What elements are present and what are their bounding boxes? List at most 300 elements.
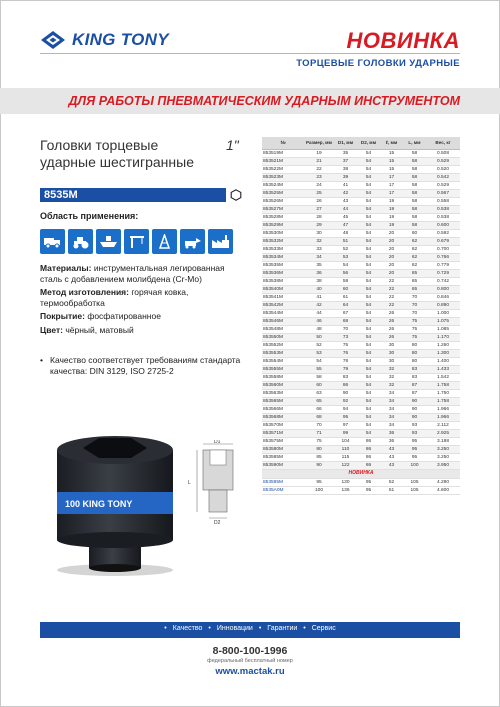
table-row bbox=[262, 365, 460, 373]
new-items-divider bbox=[262, 469, 460, 478]
table-cell: 3.250 bbox=[426, 453, 460, 461]
product-title-line-1: Головки торцевые bbox=[40, 137, 159, 153]
new-table-row bbox=[262, 478, 460, 486]
table-cell: 52 bbox=[334, 245, 357, 253]
color-spec bbox=[40, 325, 240, 336]
table-cell: 1.075 bbox=[426, 317, 460, 325]
table-cell: 1.300 bbox=[426, 349, 460, 357]
table-cell: 85 bbox=[304, 453, 334, 461]
table-cell: 55 bbox=[304, 365, 334, 373]
table-cell: 86 bbox=[357, 445, 380, 453]
table-cell: 20 bbox=[380, 269, 403, 277]
table-cell: 58 bbox=[403, 181, 426, 189]
table-cell: 54 bbox=[357, 261, 380, 269]
website-link[interactable]: www.mactak.ru bbox=[215, 666, 285, 677]
table-row bbox=[262, 205, 460, 213]
table-cell: 87 bbox=[403, 389, 426, 397]
table-cell: 54 bbox=[357, 277, 380, 285]
table-cell: 62 bbox=[403, 237, 426, 245]
crane-icon bbox=[124, 229, 149, 254]
table-cell: 20 bbox=[380, 229, 403, 237]
color-text: чёрный, матовый bbox=[65, 324, 134, 335]
table-cell: 0.538 bbox=[426, 205, 460, 213]
table-row bbox=[262, 461, 460, 469]
table-cell: 0.800 bbox=[426, 285, 460, 293]
item-code-cell: 853540M bbox=[262, 285, 304, 293]
table-cell: 54 bbox=[357, 381, 380, 389]
table-cell: 34 bbox=[380, 397, 403, 405]
table-cell: 36 bbox=[304, 269, 334, 277]
table-cell: 45 bbox=[334, 213, 357, 221]
table-cell: 110 bbox=[334, 445, 357, 453]
table-cell: 1.433 bbox=[426, 365, 460, 373]
table-cell: 19 bbox=[380, 197, 403, 205]
item-code-cell: 853532M bbox=[262, 237, 304, 245]
table-cell: 0.529 bbox=[426, 181, 460, 189]
item-code-cell: 853555M bbox=[262, 365, 304, 373]
item-code-cell: 853563M bbox=[262, 389, 304, 397]
item-code-cell: 853558M bbox=[262, 373, 304, 381]
table-cell: 54 bbox=[357, 245, 380, 253]
table-cell: 43 bbox=[380, 445, 403, 453]
item-code-cell: 853595M bbox=[262, 478, 304, 486]
table-cell: 22 bbox=[380, 301, 403, 309]
item-code-cell: 853522M bbox=[262, 165, 304, 173]
item-code-cell: 853585M bbox=[262, 453, 304, 461]
table-header-cell: Вес, кг bbox=[426, 137, 460, 149]
table-cell: 99 bbox=[334, 429, 357, 437]
item-code-cell: 853560M bbox=[262, 381, 304, 389]
item-code-cell: 853525M bbox=[262, 189, 304, 197]
table-cell: 80 bbox=[403, 341, 426, 349]
table-row bbox=[262, 277, 460, 285]
table-cell: 52 bbox=[304, 341, 334, 349]
tower-icon bbox=[152, 229, 177, 254]
table-cell: 86 bbox=[357, 461, 380, 469]
table-row bbox=[262, 253, 460, 261]
table-cell: 75 bbox=[403, 333, 426, 341]
table-cell: 54 bbox=[357, 213, 380, 221]
table-cell: 34 bbox=[304, 253, 334, 261]
table-cell: 48 bbox=[334, 229, 357, 237]
table-cell: 41 bbox=[334, 181, 357, 189]
item-code-cell: 853575M bbox=[262, 437, 304, 445]
table-row bbox=[262, 405, 460, 413]
table-cell: 3.188 bbox=[426, 437, 460, 445]
table-cell: 122 bbox=[334, 461, 357, 469]
table-cell: 58 bbox=[334, 277, 357, 285]
table-row bbox=[262, 213, 460, 221]
table-cell: 67 bbox=[334, 309, 357, 317]
table-cell: 90 bbox=[403, 397, 426, 405]
table-cell: 34 bbox=[380, 413, 403, 421]
table-cell: 54 bbox=[357, 149, 380, 157]
table-cell: 20 bbox=[380, 245, 403, 253]
table-cell: 94 bbox=[334, 405, 357, 413]
table-cell: 75 bbox=[403, 325, 426, 333]
table-row bbox=[262, 173, 460, 181]
table-cell: 51 bbox=[334, 237, 357, 245]
table-cell: 26 bbox=[304, 197, 334, 205]
table-row bbox=[262, 325, 460, 333]
item-code-cell: 853553M bbox=[262, 349, 304, 357]
drive-size: 1" bbox=[226, 137, 239, 153]
item-code-cell: 853529M bbox=[262, 221, 304, 229]
table-cell: 83 bbox=[334, 373, 357, 381]
table-cell: 86 bbox=[357, 453, 380, 461]
table-cell: 43 bbox=[380, 461, 403, 469]
table-cell: 60 bbox=[334, 285, 357, 293]
product-title-line-2: ударные шестигранные bbox=[40, 154, 194, 170]
spec-table bbox=[262, 137, 460, 495]
item-code-cell: 853530M bbox=[262, 229, 304, 237]
diagram-label-d2: D2 bbox=[214, 520, 221, 525]
table-cell: 65 bbox=[403, 269, 426, 277]
table-cell: 17 bbox=[380, 173, 403, 181]
table-cell: 0.520 bbox=[426, 165, 460, 173]
table-cell: 54 bbox=[357, 157, 380, 165]
table-cell: 1.758 bbox=[426, 397, 460, 405]
table-row bbox=[262, 437, 460, 445]
table-cell: 0.779 bbox=[426, 261, 460, 269]
table-cell: 58 bbox=[403, 205, 426, 213]
table-row bbox=[262, 237, 460, 245]
table-cell: 0.529 bbox=[426, 157, 460, 165]
table-cell: 80 bbox=[304, 445, 334, 453]
phone-number: 8-800-100-1996 bbox=[212, 645, 288, 657]
table-cell: 43 bbox=[334, 197, 357, 205]
table-row bbox=[262, 381, 460, 389]
table-cell: 58 bbox=[304, 373, 334, 381]
phone-note: федеральный бесплатный номер bbox=[207, 658, 293, 664]
table-cell: 20 bbox=[380, 237, 403, 245]
item-code-cell: 853523M bbox=[262, 173, 304, 181]
footer-bullet-icon: • bbox=[258, 625, 262, 632]
table-cell: 70 bbox=[403, 301, 426, 309]
table-row bbox=[262, 333, 460, 341]
table-cell: 32 bbox=[380, 381, 403, 389]
table-cell: 64 bbox=[334, 301, 357, 309]
table-cell: 58 bbox=[403, 157, 426, 165]
table-cell: 1.085 bbox=[426, 325, 460, 333]
table-cell: 71 bbox=[304, 429, 334, 437]
item-code-cell: 853580M bbox=[262, 445, 304, 453]
table-cell: 35 bbox=[304, 261, 334, 269]
header-divider bbox=[40, 53, 460, 54]
diagram-label-l: L bbox=[188, 480, 191, 486]
table-cell: 22 bbox=[380, 277, 403, 285]
table-row bbox=[262, 149, 460, 157]
table-cell: 54 bbox=[357, 325, 380, 333]
table-cell: 32 bbox=[380, 373, 403, 381]
table-header-cell: № bbox=[262, 137, 304, 149]
socket-marking bbox=[65, 499, 132, 509]
table-cell: 54 bbox=[357, 237, 380, 245]
table-cell: 60 bbox=[403, 229, 426, 237]
table-row bbox=[262, 453, 460, 461]
table-cell: 95 bbox=[403, 437, 426, 445]
new-items-label: НОВИНКА bbox=[262, 469, 460, 478]
item-code-cell: 8535A0M bbox=[262, 486, 304, 494]
table-cell: 1.966 bbox=[426, 405, 460, 413]
table-cell: 1.260 bbox=[426, 341, 460, 349]
table-cell: 42 bbox=[304, 301, 334, 309]
item-code-cell: 853533M bbox=[262, 245, 304, 253]
material-spec bbox=[40, 263, 240, 284]
table-cell: 54 bbox=[357, 349, 380, 357]
table-cell: 0.592 bbox=[426, 229, 460, 237]
table-cell: 22 bbox=[380, 293, 403, 301]
table-cell: 100 bbox=[304, 486, 334, 494]
table-cell: 19 bbox=[380, 213, 403, 221]
table-cell: 21 bbox=[304, 157, 334, 165]
table-cell: 90 bbox=[304, 461, 334, 469]
table-cell: 17 bbox=[380, 189, 403, 197]
table-cell: 17 bbox=[380, 181, 403, 189]
table-row bbox=[262, 293, 460, 301]
table-row bbox=[262, 445, 460, 453]
table-cell: 95 bbox=[334, 413, 357, 421]
table-cell: 20 bbox=[380, 261, 403, 269]
table-cell: 79 bbox=[334, 365, 357, 373]
table-cell: 73 bbox=[334, 333, 357, 341]
table-row bbox=[262, 189, 460, 197]
table-cell: 0.846 bbox=[426, 293, 460, 301]
table-cell: 41 bbox=[304, 293, 334, 301]
table-cell: 30 bbox=[380, 341, 403, 349]
table-cell: 44 bbox=[304, 309, 334, 317]
table-cell: 4.290 bbox=[426, 478, 460, 486]
table-row bbox=[262, 341, 460, 349]
table-cell: 37 bbox=[334, 157, 357, 165]
item-code-cell: 853570M bbox=[262, 421, 304, 429]
table-cell: 19 bbox=[380, 221, 403, 229]
table-cell: 30 bbox=[380, 357, 403, 365]
table-cell: 90 bbox=[403, 413, 426, 421]
item-code-cell: 853541M bbox=[262, 293, 304, 301]
table-row bbox=[262, 397, 460, 405]
table-cell: 27 bbox=[304, 205, 334, 213]
table-cell: 65 bbox=[403, 277, 426, 285]
table-cell: 97 bbox=[334, 421, 357, 429]
table-cell: 30 bbox=[380, 349, 403, 357]
table-cell: 136 bbox=[334, 486, 357, 494]
table-cell: 93 bbox=[403, 421, 426, 429]
application-icons bbox=[40, 229, 233, 254]
table-cell: 4.600 bbox=[426, 486, 460, 494]
coating-text: фосфатированное bbox=[87, 311, 161, 322]
table-cell: 54 bbox=[357, 333, 380, 341]
footer-bullet-icon: • bbox=[303, 625, 306, 632]
item-code-cell: 853590M bbox=[262, 461, 304, 469]
hexagon-icon bbox=[230, 189, 242, 201]
table-cell: 33 bbox=[304, 245, 334, 253]
coating-label: Покрытие: bbox=[40, 311, 85, 322]
table-cell: 86 bbox=[334, 381, 357, 389]
item-code-cell: 853528M bbox=[262, 213, 304, 221]
table-cell: 3.250 bbox=[426, 445, 460, 453]
item-code-cell: 853546M bbox=[262, 317, 304, 325]
coating-spec bbox=[40, 311, 240, 322]
table-cell: 1.170 bbox=[426, 333, 460, 341]
table-cell: 92 bbox=[334, 397, 357, 405]
table-cell: 22 bbox=[380, 285, 403, 293]
table-row bbox=[262, 317, 460, 325]
table-cell: 78 bbox=[334, 357, 357, 365]
table-cell: 90 bbox=[403, 405, 426, 413]
table-cell: 15 bbox=[380, 157, 403, 165]
table-row bbox=[262, 349, 460, 357]
table-cell: 68 bbox=[334, 317, 357, 325]
table-cell: 54 bbox=[357, 165, 380, 173]
table-cell: 54 bbox=[357, 205, 380, 213]
table-cell: 3.950 bbox=[426, 461, 460, 469]
footer-item: Качество bbox=[172, 625, 203, 632]
table-cell: 36 bbox=[380, 437, 403, 445]
table-cell: 20 bbox=[380, 253, 403, 261]
item-code-cell: 853535M bbox=[262, 261, 304, 269]
table-cell: 58 bbox=[403, 213, 426, 221]
table-row bbox=[262, 245, 460, 253]
table-cell: 48 bbox=[304, 325, 334, 333]
table-row bbox=[262, 373, 460, 381]
table-row bbox=[262, 221, 460, 229]
table-cell: 53 bbox=[334, 253, 357, 261]
table-cell: 80 bbox=[403, 357, 426, 365]
table-cell: 54 bbox=[357, 221, 380, 229]
product-description bbox=[40, 263, 240, 339]
table-cell: 54 bbox=[357, 197, 380, 205]
table-cell: 2.925 bbox=[426, 429, 460, 437]
table-cell: 34 bbox=[380, 421, 403, 429]
table-cell: 39 bbox=[334, 173, 357, 181]
footer-bullet-icon: • bbox=[164, 625, 167, 632]
item-code-cell: 853544M bbox=[262, 309, 304, 317]
table-cell: 54 bbox=[357, 365, 380, 373]
brand-logo bbox=[40, 30, 169, 50]
table-cell: 54 bbox=[357, 309, 380, 317]
tractor-icon bbox=[68, 229, 93, 254]
table-row bbox=[262, 165, 460, 173]
item-code-cell: 853552M bbox=[262, 341, 304, 349]
table-cell: 0.700 bbox=[426, 245, 460, 253]
table-cell: 19 bbox=[304, 149, 334, 157]
table-cell: 54 bbox=[357, 413, 380, 421]
table-cell: 0.600 bbox=[426, 221, 460, 229]
table-cell: 70 bbox=[403, 309, 426, 317]
item-code-cell: 853524M bbox=[262, 181, 304, 189]
footer-item: Инновации bbox=[216, 625, 253, 632]
table-cell: 40 bbox=[304, 285, 334, 293]
application-label: Область применения: bbox=[40, 211, 139, 221]
item-code-cell: 853571M bbox=[262, 429, 304, 437]
table-cell: 54 bbox=[357, 421, 380, 429]
table-cell: 54 bbox=[357, 181, 380, 189]
table-cell: 1.750 bbox=[426, 389, 460, 397]
table-cell: 87 bbox=[403, 381, 426, 389]
table-cell: 28 bbox=[304, 213, 334, 221]
footer-items bbox=[40, 625, 460, 632]
table-cell: 54 bbox=[357, 301, 380, 309]
quality-note-text: Качество соответствует требованиям стандарта качества: DIN 3129, ISO 2725-2 bbox=[50, 355, 241, 376]
table-cell: 100 bbox=[403, 461, 426, 469]
table-cell: 0.567 bbox=[426, 189, 460, 197]
series-code: 8535M bbox=[44, 189, 78, 201]
table-cell: 47 bbox=[334, 221, 357, 229]
table-cell: 105 bbox=[403, 478, 426, 486]
item-code-cell: 853538M bbox=[262, 277, 304, 285]
table-cell: 75 bbox=[334, 341, 357, 349]
table-cell: 65 bbox=[304, 397, 334, 405]
table-cell: 25 bbox=[304, 189, 334, 197]
table-cell: 54 bbox=[357, 189, 380, 197]
table-cell: 70 bbox=[403, 293, 426, 301]
purpose-banner bbox=[0, 88, 500, 114]
table-cell: 83 bbox=[403, 373, 426, 381]
table-cell: 75 bbox=[304, 437, 334, 445]
item-code-cell: 853534M bbox=[262, 253, 304, 261]
item-code-cell: 853554M bbox=[262, 357, 304, 365]
table-cell: 62 bbox=[403, 253, 426, 261]
table-cell: 93 bbox=[403, 429, 426, 437]
table-cell: 83 bbox=[403, 365, 426, 373]
table-cell: 30 bbox=[304, 229, 334, 237]
table-cell: 54 bbox=[357, 405, 380, 413]
truck-icon bbox=[40, 229, 65, 254]
table-header-cell: D2, мм bbox=[357, 137, 380, 149]
table-cell: 22 bbox=[304, 165, 334, 173]
table-cell: 35 bbox=[334, 149, 357, 157]
table-cell: 0.679 bbox=[426, 237, 460, 245]
table-cell: 34 bbox=[380, 389, 403, 397]
table-cell: 38 bbox=[334, 165, 357, 173]
table-cell: 46 bbox=[304, 317, 334, 325]
table-cell: 54 bbox=[357, 429, 380, 437]
table-cell: 86 bbox=[357, 437, 380, 445]
category-subheader: ТОРЦЕВЫЕ ГОЛОВКИ УДАРНЫЕ bbox=[296, 58, 460, 69]
table-cell: 1.542 bbox=[426, 373, 460, 381]
table-cell: 43 bbox=[380, 453, 403, 461]
item-code-cell: 853542M bbox=[262, 301, 304, 309]
table-cell: 75 bbox=[403, 317, 426, 325]
table-row bbox=[262, 413, 460, 421]
item-code-cell: 853568M bbox=[262, 413, 304, 421]
table-row bbox=[262, 285, 460, 293]
table-cell: 34 bbox=[380, 405, 403, 413]
method-spec bbox=[40, 287, 240, 308]
table-cell: 62 bbox=[403, 245, 426, 253]
table-row bbox=[262, 429, 460, 437]
table-cell: 61 bbox=[334, 293, 357, 301]
table-cell: 15 bbox=[380, 149, 403, 157]
purpose-banner-text: ДЛЯ РАБОТЫ ПНЕВМАТИЧЕСКИМ УДАРНЫМ ИНСТРУМЕНТОМ bbox=[68, 94, 460, 108]
table-cell: 68 bbox=[304, 413, 334, 421]
material-text: инструментальная легированная сталь с добавлением молибдена (Cr-Mo) bbox=[40, 263, 225, 284]
table-cell: 54 bbox=[334, 261, 357, 269]
table-cell: 36 bbox=[380, 429, 403, 437]
table-cell: 26 bbox=[380, 317, 403, 325]
table-cell: 95 bbox=[403, 453, 426, 461]
item-code-cell: 853527M bbox=[262, 205, 304, 213]
table-cell: 58 bbox=[403, 221, 426, 229]
table-cell: 70 bbox=[334, 325, 357, 333]
table-cell: 54 bbox=[357, 397, 380, 405]
table-cell: 54 bbox=[357, 285, 380, 293]
table-cell: 24 bbox=[304, 181, 334, 189]
table-cell: 53 bbox=[304, 349, 334, 357]
table-cell: 54 bbox=[357, 173, 380, 181]
table-cell: 52 bbox=[380, 478, 403, 486]
